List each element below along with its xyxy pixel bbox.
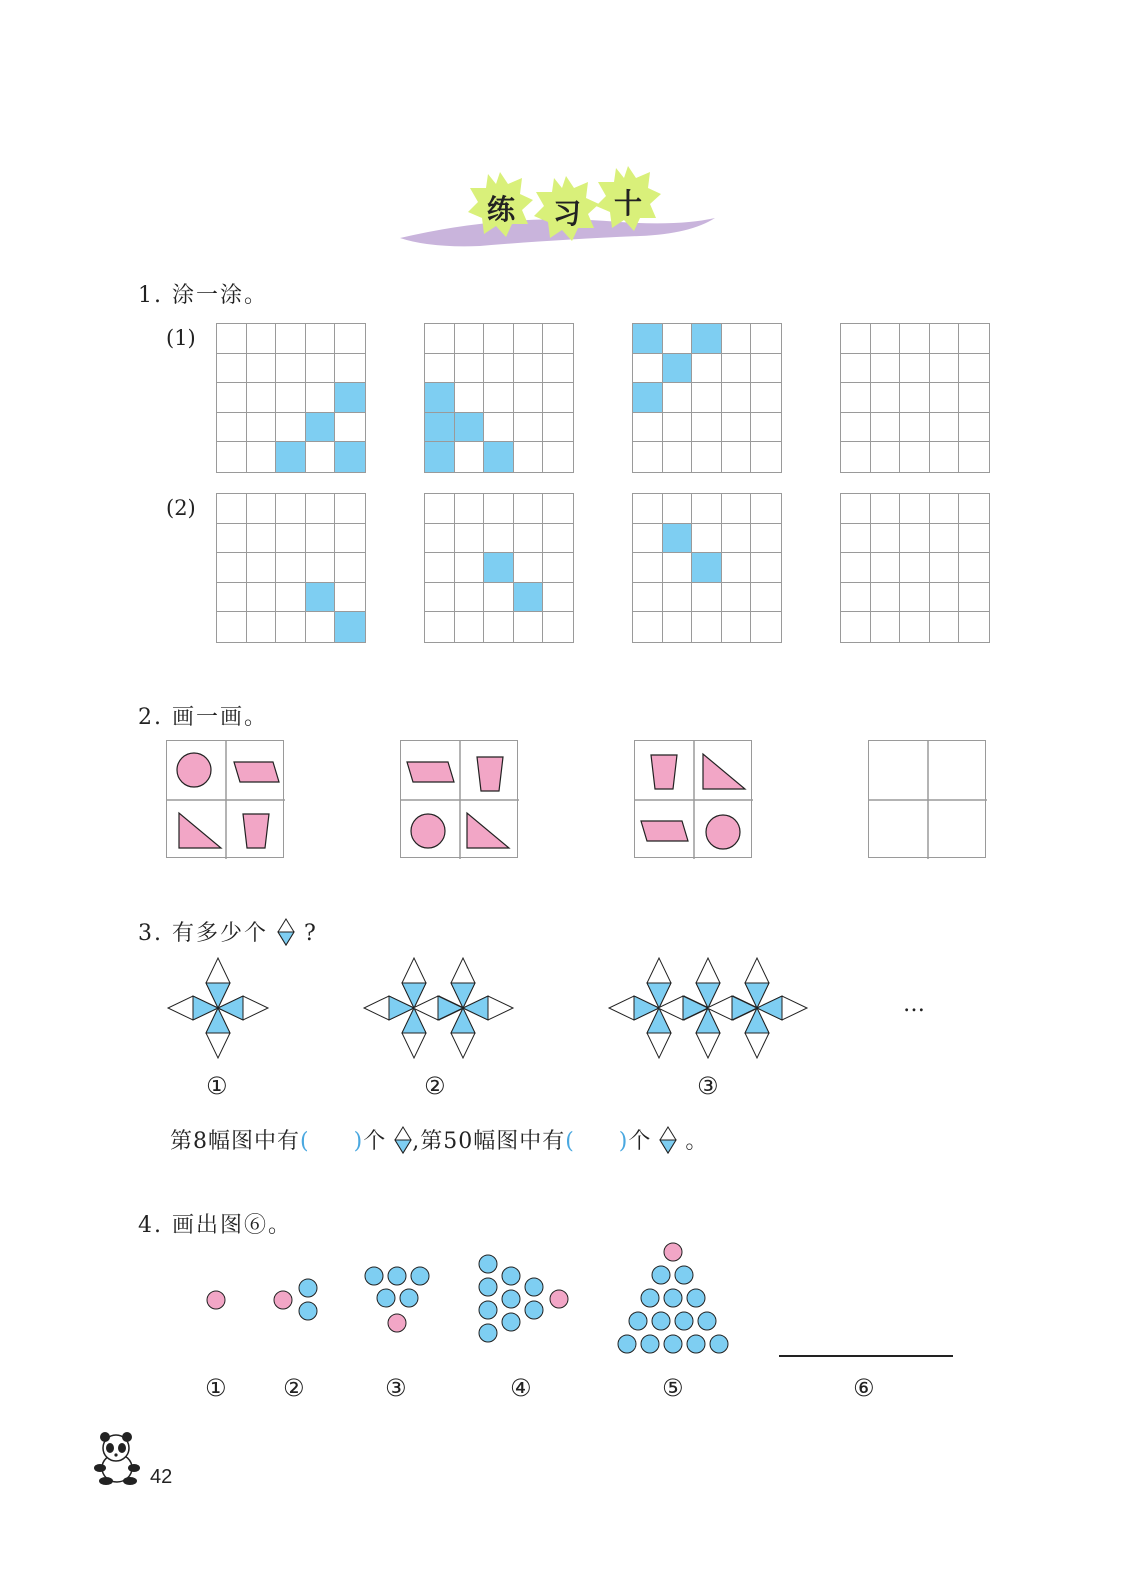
triangle-shape <box>179 813 221 848</box>
grid-cell <box>455 524 485 554</box>
grid-cell <box>514 583 544 613</box>
grid-cell <box>217 583 247 613</box>
grid-cell <box>543 494 573 524</box>
grid-cell[interactable] <box>930 354 960 384</box>
grid-cell <box>484 383 514 413</box>
diamond-shape <box>745 958 769 1008</box>
q4-figure-1 <box>207 1291 225 1309</box>
grid-cell <box>633 383 663 413</box>
q4-fig-label-2: ② <box>283 1374 305 1402</box>
diamond-shape <box>413 996 463 1020</box>
grid-cell <box>633 354 663 384</box>
grid-cell <box>663 354 693 384</box>
grid-cell <box>335 354 365 384</box>
grid-cell <box>276 383 306 413</box>
q3-ellipsis: … <box>903 992 925 1017</box>
grid-cell[interactable] <box>959 324 989 354</box>
grid-cell[interactable] <box>841 583 871 613</box>
grid-cell <box>455 442 485 472</box>
q4-figure-2 <box>274 1279 317 1320</box>
grid-cell <box>306 442 336 472</box>
grid-cell <box>425 383 455 413</box>
grid-cell <box>751 553 781 583</box>
diamond-shape <box>707 996 757 1020</box>
q3-figures <box>160 955 860 1065</box>
panda-icon <box>92 1430 142 1486</box>
diamond-shape <box>402 958 426 1008</box>
grid-cell[interactable] <box>930 524 960 554</box>
grid-cell <box>306 524 336 554</box>
q1-grid-1-3 <box>632 323 782 473</box>
grid-cell <box>722 612 752 642</box>
q3-sentence-part2: 个 <box>363 1129 387 1154</box>
grid-cell[interactable] <box>930 383 960 413</box>
grid-cell <box>751 413 781 443</box>
grid-cell <box>751 494 781 524</box>
grid-cell <box>633 324 663 354</box>
q3-figure-2-flower-2 <box>413 958 513 1058</box>
grid-cell <box>425 524 455 554</box>
q3-sentence-part1: 第8幅图中有 <box>170 1129 300 1154</box>
grid-cell <box>247 494 277 524</box>
grid-cell <box>722 442 752 472</box>
grid-cell <box>425 494 455 524</box>
grid-cell <box>514 494 544 524</box>
grid-cell <box>247 413 277 443</box>
diamond-shape <box>658 996 708 1020</box>
diamond-shape <box>206 958 230 1008</box>
grid-cell <box>751 524 781 554</box>
grid-cell <box>425 583 455 613</box>
grid-cell <box>425 442 455 472</box>
q1-grid-2-1 <box>216 493 366 643</box>
diamond-shape <box>451 1008 475 1058</box>
triangle-shape <box>467 813 509 848</box>
q4-fig-label-1: ① <box>205 1374 227 1402</box>
diamond-shape <box>168 996 218 1020</box>
grid-cell <box>335 383 365 413</box>
grid-cell[interactable] <box>841 383 871 413</box>
grid-cell[interactable] <box>959 612 989 642</box>
grid-cell[interactable] <box>871 524 901 554</box>
grid-cell[interactable] <box>900 583 930 613</box>
grid-cell <box>425 354 455 384</box>
grid-cell[interactable] <box>871 442 901 472</box>
q1-grid-2-3 <box>632 493 782 643</box>
grid-cell <box>633 442 663 472</box>
q1-label: 1. 涂一涂。 <box>138 283 268 308</box>
diamond-shape <box>647 1008 671 1058</box>
q3-sentence-part5: 。 <box>685 1129 709 1154</box>
grid-cell <box>335 524 365 554</box>
grid-cell[interactable] <box>900 354 930 384</box>
grid-cell <box>217 383 247 413</box>
grid-cell <box>484 413 514 443</box>
grid-cell <box>276 524 306 554</box>
grid-cell <box>455 383 485 413</box>
grid-cell <box>455 494 485 524</box>
grid-cell <box>751 612 781 642</box>
trapezoid-shape <box>651 755 677 789</box>
grid-cell <box>335 612 365 642</box>
grid-cell <box>543 583 573 613</box>
title-banner <box>390 160 730 260</box>
q1-grid-2-2 <box>424 493 574 643</box>
grid-cell[interactable] <box>871 413 901 443</box>
grid-cell <box>247 354 277 384</box>
grid-cell <box>663 524 693 554</box>
grid-cell[interactable] <box>959 413 989 443</box>
grid-cell <box>217 413 247 443</box>
grid-cell <box>751 354 781 384</box>
grid-cell[interactable] <box>900 413 930 443</box>
grid-cell <box>663 612 693 642</box>
grid-cell <box>722 524 752 554</box>
grid-cell <box>247 524 277 554</box>
grid-cell[interactable] <box>871 383 901 413</box>
grid-cell <box>692 383 722 413</box>
grid-cell <box>335 583 365 613</box>
grid-cell <box>514 383 544 413</box>
q3-blank-8-open: ( <box>300 1129 310 1154</box>
diamond-shape <box>364 996 414 1020</box>
grid-cell <box>276 354 306 384</box>
parallelogram-shape <box>234 762 279 782</box>
q2-box-2 <box>400 740 518 858</box>
grid-cell <box>514 553 544 583</box>
q2-label: 2. 画一画。 <box>138 705 268 730</box>
diamond-icon <box>659 1126 677 1154</box>
q3-label-text: 3. 有多少个 <box>138 921 268 946</box>
q2-box-4-answer[interactable] <box>868 740 986 858</box>
grid-cell <box>514 354 544 384</box>
grid-cell <box>543 324 573 354</box>
diamond-shape <box>218 996 268 1020</box>
grid-cell <box>751 383 781 413</box>
grid-cell <box>633 553 663 583</box>
grid-cell <box>543 612 573 642</box>
grid-cell <box>514 413 544 443</box>
diamond-shape <box>463 996 513 1020</box>
grid-cell <box>663 383 693 413</box>
grid-cell <box>751 583 781 613</box>
grid-cell <box>692 583 722 613</box>
grid-cell <box>306 354 336 384</box>
grid-cell <box>306 553 336 583</box>
diamond-shape <box>647 958 671 1008</box>
q1-grid-1-2 <box>424 323 574 473</box>
grid-cell <box>692 354 722 384</box>
grid-cell <box>543 442 573 472</box>
grid-cell[interactable] <box>841 413 871 443</box>
q4-figures <box>190 1235 790 1365</box>
grid-cell[interactable] <box>930 583 960 613</box>
trapezoid-shape <box>477 757 503 791</box>
grid-cell <box>276 553 306 583</box>
grid-cell <box>247 553 277 583</box>
grid-cell[interactable] <box>871 553 901 583</box>
grid-cell <box>663 494 693 524</box>
q4-fig-label-4: ④ <box>510 1374 532 1402</box>
grid-cell <box>543 413 573 443</box>
grid-cell <box>722 553 752 583</box>
grid-cell[interactable] <box>900 442 930 472</box>
grid-cell <box>276 413 306 443</box>
grid-cell <box>455 413 485 443</box>
title-char-3: 十 <box>614 187 643 220</box>
grid-cell <box>425 324 455 354</box>
grid-cell <box>484 354 514 384</box>
grid-cell <box>751 442 781 472</box>
q3-label <box>138 916 318 947</box>
diamond-shape <box>745 1008 769 1058</box>
grid-cell[interactable] <box>900 553 930 583</box>
grid-cell <box>306 583 336 613</box>
q3-figure-3-flower-3 <box>707 958 807 1058</box>
q4-fig-label-6: ⑥ <box>853 1374 875 1402</box>
grid-cell[interactable] <box>900 612 930 642</box>
grid-cell <box>663 324 693 354</box>
diamond-shape <box>451 958 475 1008</box>
circle-shape <box>411 814 445 848</box>
q2-box-1 <box>166 740 284 858</box>
triangle-shape <box>703 754 745 789</box>
grid-cell <box>335 494 365 524</box>
grid-cell[interactable] <box>930 612 960 642</box>
q1-row1-label: (1) <box>166 326 196 350</box>
grid-cell <box>484 553 514 583</box>
diamond-icon <box>277 918 295 946</box>
grid-cell[interactable] <box>930 553 960 583</box>
grid-cell <box>276 324 306 354</box>
grid-cell <box>751 324 781 354</box>
grid-cell[interactable] <box>871 494 901 524</box>
grid-cell <box>455 583 485 613</box>
grid-cell <box>543 553 573 583</box>
grid-cell[interactable] <box>959 494 989 524</box>
grid-cell <box>692 494 722 524</box>
grid-cell[interactable] <box>841 612 871 642</box>
grid-cell[interactable] <box>871 612 901 642</box>
q4-figure-5 <box>618 1243 728 1353</box>
grid-cell <box>692 612 722 642</box>
grid-cell[interactable] <box>900 383 930 413</box>
diamond-icon <box>394 1126 412 1154</box>
grid-cell[interactable] <box>930 324 960 354</box>
q4-figure-4 <box>479 1255 568 1342</box>
grid-cell <box>722 583 752 613</box>
grid-cell <box>217 524 247 554</box>
grid-cell <box>484 324 514 354</box>
q3-sentence-part4: 个 <box>628 1129 652 1154</box>
q3-blank-50-close: ) <box>618 1129 629 1154</box>
grid-cell <box>455 324 485 354</box>
grid-cell <box>247 612 277 642</box>
grid-cell <box>663 553 693 583</box>
grid-cell <box>335 442 365 472</box>
grid-cell[interactable] <box>959 383 989 413</box>
grid-cell <box>306 324 336 354</box>
grid-cell <box>722 494 752 524</box>
diamond-shape <box>696 1008 720 1058</box>
grid-cell <box>276 612 306 642</box>
grid-cell <box>247 442 277 472</box>
grid-cell[interactable] <box>900 524 930 554</box>
grid-cell <box>247 583 277 613</box>
diamond-shape <box>206 1008 230 1058</box>
grid-cell[interactable] <box>841 524 871 554</box>
grid-cell <box>663 442 693 472</box>
grid-cell[interactable] <box>841 494 871 524</box>
title-char-1: 练 <box>487 193 516 226</box>
q4-fig-label-3: ③ <box>385 1374 407 1402</box>
grid-cell <box>306 383 336 413</box>
grid-cell[interactable] <box>959 442 989 472</box>
grid-cell <box>663 413 693 443</box>
grid-cell <box>335 553 365 583</box>
q3-sentence-part3: ,第50幅图中有 <box>412 1129 566 1154</box>
trapezoid-shape <box>243 814 269 848</box>
grid-cell <box>455 612 485 642</box>
q3-figure-1-flower <box>168 958 268 1058</box>
grid-cell <box>514 524 544 554</box>
q4-label: 4. 画出图⑥。 <box>138 1213 292 1238</box>
grid-cell <box>633 612 663 642</box>
q3-sentence <box>170 1124 708 1155</box>
page-number: 42 <box>150 1466 173 1488</box>
grid-cell <box>722 354 752 384</box>
grid-cell[interactable] <box>841 354 871 384</box>
grid-cell <box>217 442 247 472</box>
grid-cell[interactable] <box>841 324 871 354</box>
grid-cell[interactable] <box>930 413 960 443</box>
grid-cell <box>484 612 514 642</box>
grid-cell[interactable] <box>841 553 871 583</box>
grid-cell[interactable] <box>959 354 989 384</box>
grid-cell <box>663 583 693 613</box>
grid-cell <box>217 324 247 354</box>
grid-cell <box>425 413 455 443</box>
q3-label-qmark: ? <box>303 921 318 946</box>
grid-cell <box>543 354 573 384</box>
diamond-shape <box>696 958 720 1008</box>
grid-cell <box>335 324 365 354</box>
q3-fig-label-2: ② <box>424 1072 446 1100</box>
q4-fig-label-5: ⑤ <box>662 1374 684 1402</box>
grid-cell <box>276 494 306 524</box>
q1-grid-1-4[interactable] <box>840 323 990 473</box>
grid-cell[interactable] <box>900 494 930 524</box>
grid-cell <box>306 612 336 642</box>
grid-cell <box>484 494 514 524</box>
grid-cell <box>692 324 722 354</box>
q3-fig-label-1: ① <box>206 1072 228 1100</box>
grid-cell <box>633 413 663 443</box>
grid-cell <box>425 553 455 583</box>
grid-cell <box>217 494 247 524</box>
grid-cell <box>455 354 485 384</box>
grid-cell <box>247 383 277 413</box>
grid-cell <box>217 612 247 642</box>
grid-cell[interactable] <box>871 583 901 613</box>
grid-cell <box>633 524 663 554</box>
grid-cell <box>543 524 573 554</box>
grid-cell <box>484 583 514 613</box>
q3-blank-50-open: ( <box>565 1129 575 1154</box>
grid-cell <box>217 553 247 583</box>
grid-cell[interactable] <box>841 442 871 472</box>
diamond-shape <box>609 996 659 1020</box>
grid-cell <box>722 324 752 354</box>
grid-cell[interactable] <box>959 583 989 613</box>
parallelogram-shape <box>407 762 454 782</box>
grid-cell[interactable] <box>930 494 960 524</box>
diamond-shape <box>757 996 807 1020</box>
grid-cell <box>692 553 722 583</box>
grid-cell <box>722 383 752 413</box>
circle-shape <box>177 753 211 787</box>
grid-cell <box>514 612 544 642</box>
q1-grid-2-4[interactable] <box>840 493 990 643</box>
grid-cell <box>514 442 544 472</box>
q3-blank-8-close: ) <box>353 1129 364 1154</box>
grid-cell <box>276 442 306 472</box>
parallelogram-shape <box>641 821 688 841</box>
q4-answer-line[interactable] <box>779 1355 953 1357</box>
grid-cell <box>306 413 336 443</box>
grid-cell <box>455 553 485 583</box>
grid-cell <box>692 442 722 472</box>
q4-figure-3 <box>365 1267 429 1332</box>
grid-cell[interactable] <box>959 553 989 583</box>
grid-cell <box>306 494 336 524</box>
grid-cell[interactable] <box>871 354 901 384</box>
grid-cell <box>335 413 365 443</box>
title-char-2: 习 <box>553 197 582 230</box>
diamond-shape <box>402 1008 426 1058</box>
grid-cell <box>276 583 306 613</box>
grid-cell[interactable] <box>930 442 960 472</box>
grid-cell <box>543 383 573 413</box>
q3-fig-label-3: ③ <box>697 1072 719 1100</box>
grid-cell <box>692 413 722 443</box>
grid-cell[interactable] <box>900 324 930 354</box>
grid-cell <box>217 354 247 384</box>
grid-cell <box>484 524 514 554</box>
grid-cell <box>247 324 277 354</box>
grid-cell <box>425 612 455 642</box>
grid-cell[interactable] <box>959 524 989 554</box>
grid-cell <box>514 324 544 354</box>
grid-cell[interactable] <box>871 324 901 354</box>
grid-cell <box>484 442 514 472</box>
q2-box-3 <box>634 740 752 858</box>
grid-cell <box>633 494 663 524</box>
grid-cell <box>692 524 722 554</box>
grid-cell <box>633 583 663 613</box>
circle-shape <box>706 815 740 849</box>
grid-cell <box>722 413 752 443</box>
q1-grid-1-1 <box>216 323 366 473</box>
q1-row2-label: (2) <box>166 496 196 520</box>
